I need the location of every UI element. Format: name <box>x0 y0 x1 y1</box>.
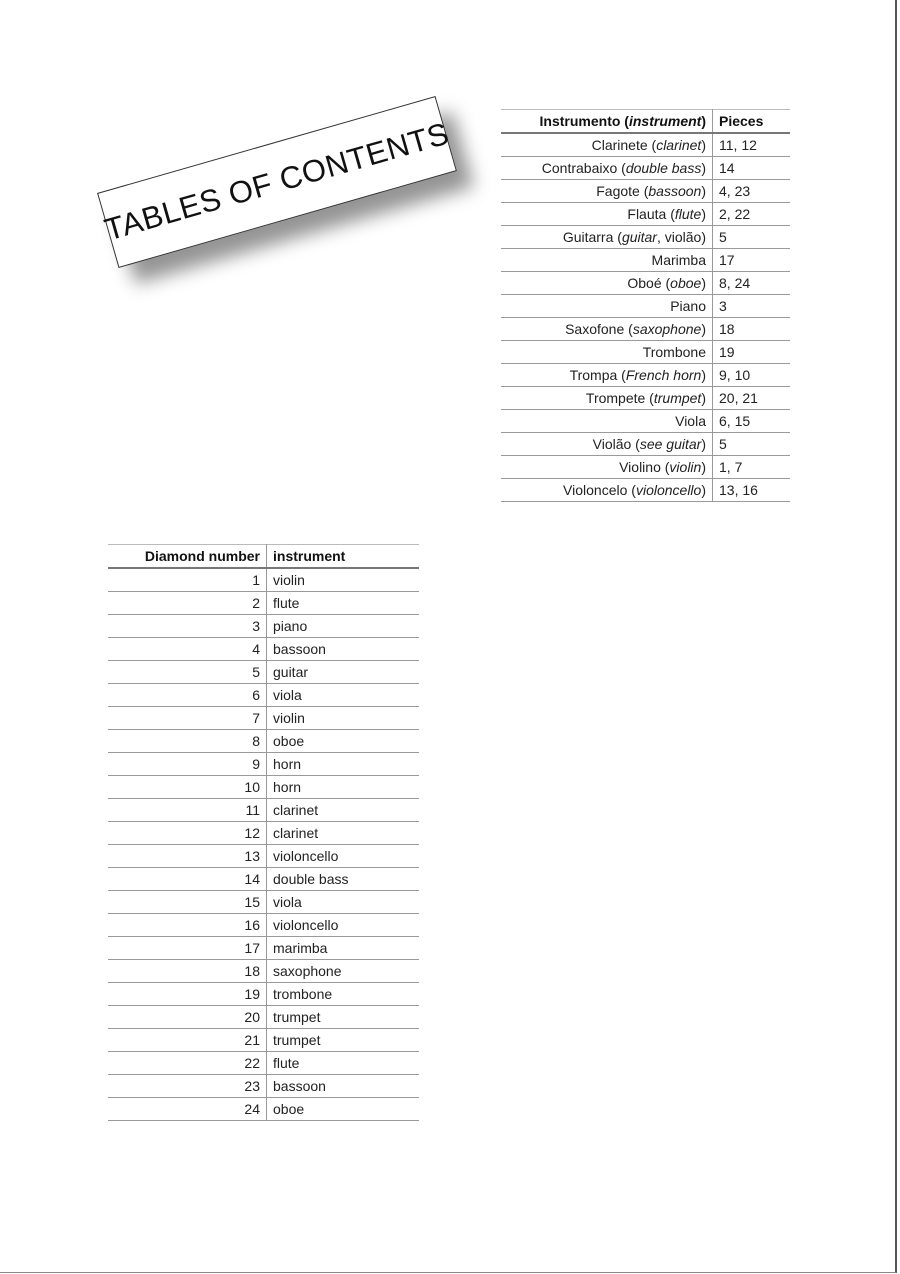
instrument-name-cell: Fagote (bassoon) <box>501 180 713 203</box>
instrument-pieces-cell: 8, 24 <box>713 272 791 295</box>
diamond-instrument-cell: piano <box>267 615 420 638</box>
diamond-number-cell: 13 <box>108 845 267 868</box>
diamond-table-row <box>108 937 419 960</box>
instrument-table-row <box>501 387 790 410</box>
instrument-name-cell: Marimba <box>501 249 713 272</box>
instrument-name-cell: Violão (see guitar) <box>501 433 713 456</box>
diamond-table-row <box>108 1029 419 1052</box>
diamond-table-row <box>108 914 419 937</box>
diamond-instrument-cell: guitar <box>267 661 420 684</box>
diamond-instrument-cell: bassoon <box>267 1075 420 1098</box>
diamond-number-cell: 2 <box>108 592 267 615</box>
diamond-table-header-row <box>108 545 419 569</box>
instrument-table-row <box>501 249 790 272</box>
diamond-table-row <box>108 568 419 592</box>
instrument-pieces-cell: 5 <box>713 433 791 456</box>
diamond-number-cell: 12 <box>108 822 267 845</box>
instrument-name-cell: Trompete (trumpet) <box>501 387 713 410</box>
instrument-pieces-cell: 6, 15 <box>713 410 791 433</box>
diamond-table-row <box>108 868 419 891</box>
instrument-table-row <box>501 456 790 479</box>
instrument-table-row <box>501 203 790 226</box>
diamond-instrument-cell: horn <box>267 753 420 776</box>
instrument-name-cell: Saxofone (saxophone) <box>501 318 713 341</box>
instrument-name-cell: Violoncelo (violoncello) <box>501 479 713 502</box>
instrument-pieces-cell: 9, 10 <box>713 364 791 387</box>
diamond-table-row <box>108 983 419 1006</box>
instrument-table-row <box>501 479 790 502</box>
instrument-pieces-cell: 20, 21 <box>713 387 791 410</box>
diamond-table-row <box>108 684 419 707</box>
diamond-instrument-cell: clarinet <box>267 799 420 822</box>
diamond-number-cell: 5 <box>108 661 267 684</box>
diamond-number-cell: 9 <box>108 753 267 776</box>
diamond-instrument-cell: marimba <box>267 937 420 960</box>
diamond-instrument-cell: trombone <box>267 983 420 1006</box>
diamond-table-row <box>108 822 419 845</box>
diamond-instrument-cell: bassoon <box>267 638 420 661</box>
diamond-number-cell: 15 <box>108 891 267 914</box>
diamond-number-cell: 7 <box>108 707 267 730</box>
diamond-instrument-column-header: instrument <box>267 545 420 569</box>
diamond-number-cell: 8 <box>108 730 267 753</box>
instrument-pieces-cell: 13, 16 <box>713 479 791 502</box>
diamond-number-cell: 17 <box>108 937 267 960</box>
instrument-pieces-cell: 11, 12 <box>713 133 791 157</box>
instrument-pieces-cell: 19 <box>713 341 791 364</box>
diamond-table-row <box>108 1075 419 1098</box>
diamond-number-cell: 22 <box>108 1052 267 1075</box>
diamond-number-column-header: Diamond number <box>108 545 267 569</box>
instrument-name-cell: Piano <box>501 295 713 318</box>
diamond-number-cell: 23 <box>108 1075 267 1098</box>
instrument-pieces-cell: 17 <box>713 249 791 272</box>
diamond-number-cell: 16 <box>108 914 267 937</box>
instrument-table-row <box>501 226 790 249</box>
instrument-pieces-cell: 2, 22 <box>713 203 791 226</box>
instrument-column-header: Instrumento (instrument) <box>501 110 713 134</box>
instrument-name-cell: Trompa (French horn) <box>501 364 713 387</box>
instrument-name-cell: Flauta (flute) <box>501 203 713 226</box>
instrument-pieces-cell: 4, 23 <box>713 180 791 203</box>
instrument-table-header-row <box>501 110 790 134</box>
instrument-table <box>501 109 790 502</box>
page-title: TABLES OF CONTENTS <box>100 115 453 248</box>
instrument-table-row <box>501 157 790 180</box>
diamond-number-cell: 6 <box>108 684 267 707</box>
diamond-instrument-cell: trumpet <box>267 1006 420 1029</box>
instrument-name-cell: Viola <box>501 410 713 433</box>
diamond-number-cell: 24 <box>108 1098 267 1121</box>
instrument-pieces-cell: 18 <box>713 318 791 341</box>
diamond-table-row <box>108 1006 419 1029</box>
diamond-table-row <box>108 638 419 661</box>
diamond-instrument-cell: flute <box>267 1052 420 1075</box>
instrument-pieces-cell: 5 <box>713 226 791 249</box>
instrument-pieces-cell: 14 <box>713 157 791 180</box>
diamond-instrument-cell: violin <box>267 568 420 592</box>
diamond-table-row <box>108 661 419 684</box>
instrument-table-row <box>501 272 790 295</box>
diamond-table-row <box>108 960 419 983</box>
diamond-instrument-cell: violoncello <box>267 914 420 937</box>
diamond-instrument-cell: trumpet <box>267 1029 420 1052</box>
diamond-number-cell: 20 <box>108 1006 267 1029</box>
pieces-column-header: Pieces <box>713 110 791 134</box>
diamond-table-row <box>108 753 419 776</box>
instrument-table-row <box>501 295 790 318</box>
instrument-table-row <box>501 180 790 203</box>
diamond-number-cell: 19 <box>108 983 267 1006</box>
diamond-instrument-cell: viola <box>267 684 420 707</box>
diamond-table-row <box>108 845 419 868</box>
diamond-number-cell: 14 <box>108 868 267 891</box>
diamond-number-cell: 3 <box>108 615 267 638</box>
diamond-table-row <box>108 730 419 753</box>
instrument-name-cell: Violino (violin) <box>501 456 713 479</box>
diamond-instrument-cell: viola <box>267 891 420 914</box>
diamond-table-row <box>108 592 419 615</box>
diamond-number-cell: 1 <box>108 568 267 592</box>
diamond-instrument-cell: saxophone <box>267 960 420 983</box>
instrument-table-row <box>501 318 790 341</box>
instrument-name-cell: Contrabaixo (double bass) <box>501 157 713 180</box>
diamond-instrument-cell: violoncello <box>267 845 420 868</box>
diamond-table-row <box>108 1098 419 1121</box>
diamond-number-cell: 11 <box>108 799 267 822</box>
diamond-number-cell: 21 <box>108 1029 267 1052</box>
diamond-instrument-cell: oboe <box>267 730 420 753</box>
diamond-table-row <box>108 615 419 638</box>
instrument-table-row <box>501 133 790 157</box>
instrument-pieces-cell: 1, 7 <box>713 456 791 479</box>
instrument-name-cell: Clarinete (clarinet) <box>501 133 713 157</box>
diamond-number-cell: 18 <box>108 960 267 983</box>
diamond-instrument-cell: double bass <box>267 868 420 891</box>
instrument-name-cell: Oboé (oboe) <box>501 272 713 295</box>
instrument-name-cell: Guitarra (guitar, violão) <box>501 226 713 249</box>
instrument-pieces-cell: 3 <box>713 295 791 318</box>
title-card <box>97 96 457 268</box>
diamond-instrument-cell: horn <box>267 776 420 799</box>
instrument-table-row <box>501 364 790 387</box>
diamond-table-row <box>108 1052 419 1075</box>
diamond-instrument-cell: flute <box>267 592 420 615</box>
diamond-table-row <box>108 891 419 914</box>
diamond-number-cell: 10 <box>108 776 267 799</box>
diamond-instrument-cell: violin <box>267 707 420 730</box>
diamond-table-row <box>108 799 419 822</box>
instrument-table-row <box>501 341 790 364</box>
diamond-instrument-cell: clarinet <box>267 822 420 845</box>
instrument-name-cell: Trombone <box>501 341 713 364</box>
instrument-table-row <box>501 433 790 456</box>
diamond-table-row <box>108 776 419 799</box>
instrument-table-row <box>501 410 790 433</box>
diamond-table <box>108 544 419 1121</box>
diamond-instrument-cell: oboe <box>267 1098 420 1121</box>
diamond-table-row <box>108 707 419 730</box>
diamond-number-cell: 4 <box>108 638 267 661</box>
